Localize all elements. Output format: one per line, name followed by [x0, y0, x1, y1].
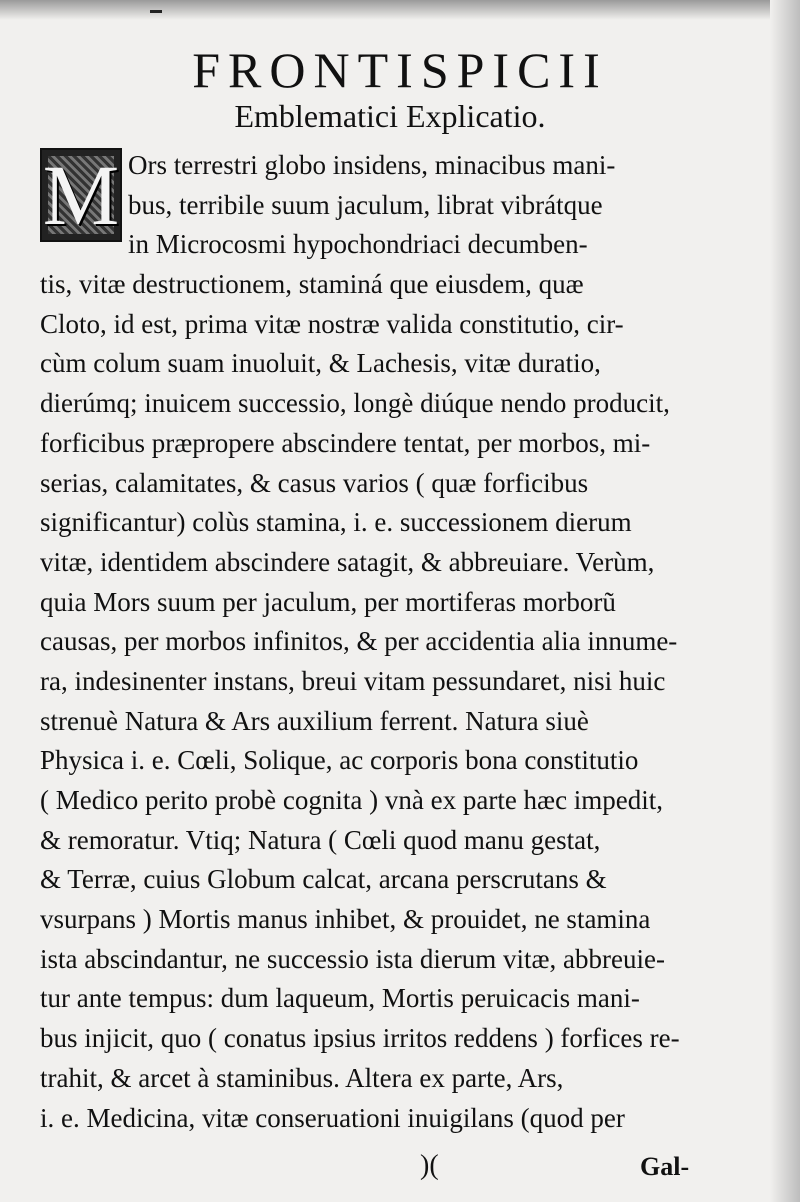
- text-line: tis, vitæ destructionem, staminá que eiusdem, quæ: [40, 269, 584, 300]
- text-line: dierúmq; inuicem successio, longè diúque nendo producit,: [40, 388, 670, 419]
- text-line: trahit, & arcet à staminibus. Altera ex parte, Ars,: [40, 1062, 564, 1093]
- page-top-edge: [0, 0, 800, 20]
- page-title: FRONTISPICII: [192, 42, 608, 98]
- text-line: bus, terribile suum jaculum, librat vibrátque: [128, 189, 603, 220]
- text-line: forficibus præpropere abscindere tentat, per morbos, mi-: [40, 427, 651, 458]
- signature-mark: )(: [420, 1150, 439, 1181]
- catchword: Gal-: [640, 1152, 690, 1181]
- text-line: & remoratur. Vtiq; Natura ( Cœli quod manu gestat,: [40, 824, 601, 855]
- text-line: Ors terrestri globo insidens, minacibus mani-: [128, 150, 616, 180]
- page-subtitle: Emblematici Explicatio.: [234, 98, 546, 134]
- text-line: significantur) colùs stamina, i. e. successionem dierum: [40, 507, 632, 538]
- text-line: Physica i. e. Cœli, Solique, ac corporis bona constitutio: [40, 745, 639, 776]
- ink-mark: [150, 10, 162, 13]
- text-line: i. e. Medicina, vitæ conseruationi inuigilans (quod per: [40, 1102, 625, 1133]
- text-line: cùm colum suam inuoluit, & Lachesis, vitæ duratio,: [40, 348, 601, 379]
- text-line: ra, indesinenter instans, breui vitam pessundaret, nisi huic: [40, 665, 666, 696]
- text-line: vitæ, identidem abscindere satagit, & abbreuiare. Verùm,: [40, 546, 655, 577]
- text-line: quia Mors suum per jaculum, per mortiferas morborũ: [40, 586, 616, 617]
- body-text: [40, 146, 712, 1138]
- text-line: bus injicit, quo ( conatus ipsius irritos reddens ) forfices re-: [40, 1023, 680, 1054]
- text-line: strenuè Natura & Ars auxilium ferrent. Natura siuè: [40, 705, 589, 736]
- text-line: ista abscindantur, ne successio ista dierum vitæ, abbreuie-: [40, 943, 665, 974]
- initial-letter: M: [42, 147, 120, 243]
- text-line: & Terræ, cuius Globum calcat, arcana perscrutans &: [40, 864, 607, 895]
- text-line: causas, per morbos infinitos, & per accidentia alia innume-: [40, 626, 678, 657]
- text-line: ( Medico perito probè cognita ) vnà ex parte hæc impedit,: [40, 785, 664, 815]
- text-line: in Microcosmi hypochondriaci decumben-: [128, 229, 588, 260]
- text-line: Cloto, id est, prima vitæ nostræ valida constitutio, cir-: [40, 308, 624, 339]
- text-line: vsurpans ) Mortis manus inhibet, & prouidet, ne stamina: [40, 904, 651, 935]
- text-line: serias, calamitates, & casus varios ( quæ forficibus: [40, 467, 589, 498]
- page-right-shadow: [770, 0, 800, 1202]
- text-line: tur ante tempus: dum laqueum, Mortis peruicacis mani-: [40, 983, 640, 1014]
